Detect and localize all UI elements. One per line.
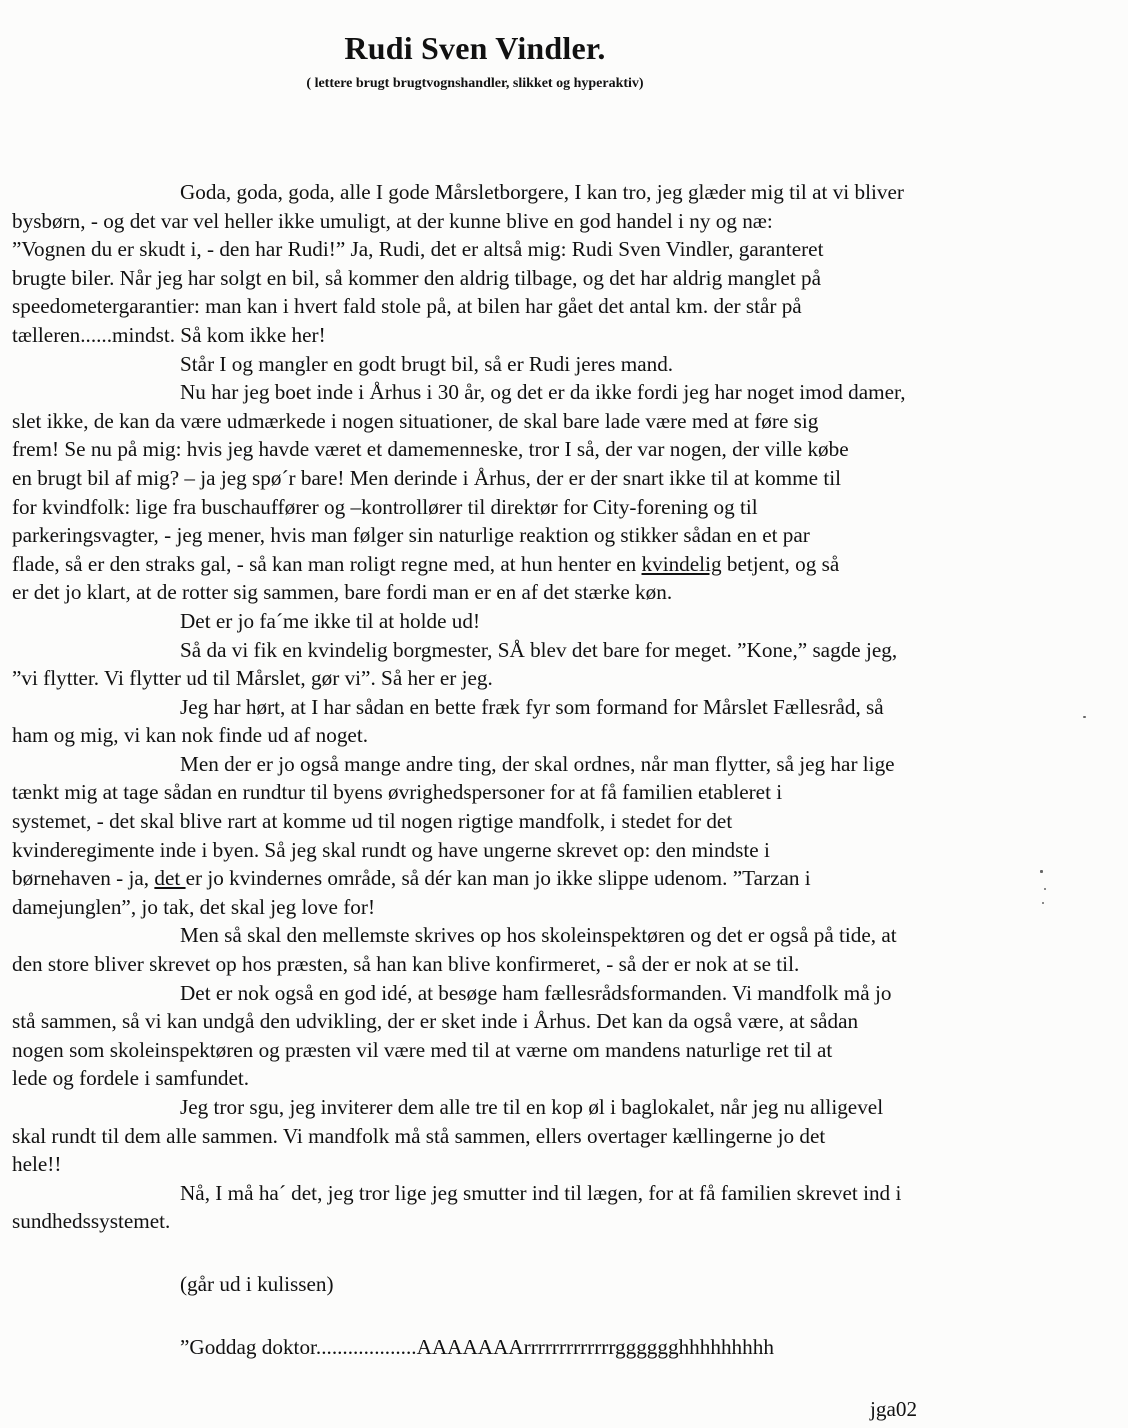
- body-line: damejunglen”, jo tak, det skal jeg love for!: [12, 894, 376, 919]
- body-line: stå sammen, så vi kan undgå den udvikling, der er sket inde i Århus. Det kan da også være, at sådan: [12, 1009, 859, 1034]
- scan-speck: [1040, 870, 1043, 873]
- scan-speck: [1042, 902, 1044, 904]
- body-line: [12, 864, 1072, 893]
- body-line-text: er jo kvindernes område, så dér kan man jo ikke slippe udenom. ”Tarzan i: [185, 866, 811, 891]
- scan-speck: [1044, 888, 1046, 890]
- body-line: Står I og mangler en godt brugt bil, så er Rudi jeres mand.: [180, 351, 674, 376]
- document-subtitle: ( lettere brugt brugtvognshandler, slikket og hyperaktiv): [306, 76, 644, 91]
- body-line: tælleren......mindst. Så kom ikke her!: [12, 322, 326, 347]
- body-line: Så da vi fik en kvindelig borgmester, SÅ blev det bare for meget. ”Kone,” sagde jeg,: [180, 637, 898, 662]
- body-line: ”vi flytter. Vi flytter ud til Mårslet, gør vi”. Så her er jeg.: [12, 666, 493, 691]
- underlined-word: kvindelig: [641, 551, 722, 576]
- body-line: kvinderegimente inde i byen. Så jeg skal rundt og have ungerne skrevet op: den mindste i: [12, 837, 770, 862]
- body-line: [12, 550, 1072, 579]
- body-line: hele!!: [12, 1152, 62, 1177]
- document-body: [12, 178, 1072, 1236]
- body-line: Det er jo fa´me ikke til at holde ud!: [180, 608, 481, 633]
- body-line: systemet, - det skal blive rart at komme ud til nogen rigtige mandfolk, i stedet for det: [12, 809, 733, 834]
- body-line: frem! Se nu på mig: hvis jeg havde været et damemenneske, tror I så, der var nogen, der ville købe: [12, 437, 849, 462]
- document-title: Rudi Sven Vindler.: [344, 30, 606, 66]
- body-line-text: betjent, og så: [721, 551, 840, 576]
- body-line: Goda, goda, goda, alle I gode Mårsletborgere, I kan tro, jeg glæder mig til at vi bliver: [180, 180, 904, 204]
- scan-speck: [1083, 716, 1086, 718]
- body-line: Jeg har hørt, at I har sådan en bette fræk fyr som formand for Mårslet Fællesråd, så: [180, 694, 884, 719]
- body-line: slet ikke, de kan da være udmærkede i nogen situationer, de skal bare lade være med at føre sig: [12, 408, 819, 433]
- body-line: ham og mig, vi kan nok finde ud af noget.: [12, 723, 368, 748]
- body-line: en brugt bil af mig? – ja jeg spø´r bare! Men derinde i Århus, der er der snart ikke til at komme til: [12, 465, 842, 490]
- body-line: nogen som skoleinspektøren og præsten vil være med til at værne om mandens naturlige ret til at: [12, 1037, 833, 1062]
- body-line: speedometergarantier: man kan i hvert fald stole på, at bilen har gået det antal km. der står på: [12, 294, 802, 319]
- body-line: Det er nok også en god idé, at besøge ham fællesrådsformanden. Vi mandfolk må jo: [180, 980, 892, 1005]
- body-line: sundhedssystemet.: [12, 1209, 171, 1234]
- body-line: Jeg tror sgu, jeg inviterer dem alle tre til en kop øl i baglokalet, når jeg nu alligevel: [180, 1095, 884, 1119]
- body-line: ”Vognen du er skudt i, - den har Rudi!” Ja, Rudi, det er altså mig: Rudi Sven Vindler, garanteret: [12, 237, 824, 262]
- body-line-text: flade, så er den straks gal, - så kan man roligt regne med, at hun henter en: [12, 551, 642, 576]
- body-line: for kvindfolk: lige fra buschauffører og –kontrollører til direktør for City-forening og til: [12, 494, 758, 519]
- underlined-word: det: [154, 866, 186, 891]
- body-line: lede og fordele i samfundet.: [12, 1066, 250, 1091]
- body-line: parkeringsvagter, - jeg mener, hvis man følger sin naturlige reaktion og stikker sådan en et par: [12, 523, 810, 548]
- body-line: bysbørn, - og det var vel heller ikke umuligt, at der kunne blive en god handel i ny og næ:: [12, 208, 773, 233]
- body-line: den store bliver skrevet op hos præsten, så han kan blive konfirmeret, - så der er nok at se til.: [12, 952, 800, 977]
- body-line: tænkt mig at tage sådan en rundtur til byens øvrighedspersoner for at få familien etableret i: [12, 780, 783, 805]
- body-line: brugte biler. Når jeg har solgt en bil, så kommer den aldrig tilbage, og det har aldrig manglet på: [12, 265, 822, 290]
- body-line: Nu har jeg boet inde i Århus i 30 år, og det er da ikke fordi jeg har noget imod damer,: [180, 380, 906, 405]
- body-line: Men så skal den mellemste skrives op hos skoleinspektøren og det er også på tide, at: [180, 923, 897, 948]
- body-line: er det jo klart, at de rotter sig sammen, bare fordi man er en af det stærke køn.: [12, 580, 673, 605]
- body-line: Men der er jo også mange andre ting, der skal ordnes, når man flytter, så jeg har lige: [180, 751, 895, 776]
- body-line: skal rundt til dem alle sammen. Vi mandfolk må stå sammen, ellers overtager kællingerne jo det: [12, 1123, 826, 1148]
- body-line-text: børnehaven - ja,: [12, 866, 155, 891]
- body-line: Nå, I må ha´ det, jeg tror lige jeg smutter ind til lægen, for at få familien skrevet ind i: [180, 1180, 902, 1205]
- stage-direction: (går ud i kulissen): [180, 1272, 334, 1296]
- signature: jga02: [870, 1397, 918, 1421]
- final-line: ”Goddag doktor...................AAAAAAArrrrrrrrrrrrrgggggghhhhhhhhh: [180, 1335, 774, 1359]
